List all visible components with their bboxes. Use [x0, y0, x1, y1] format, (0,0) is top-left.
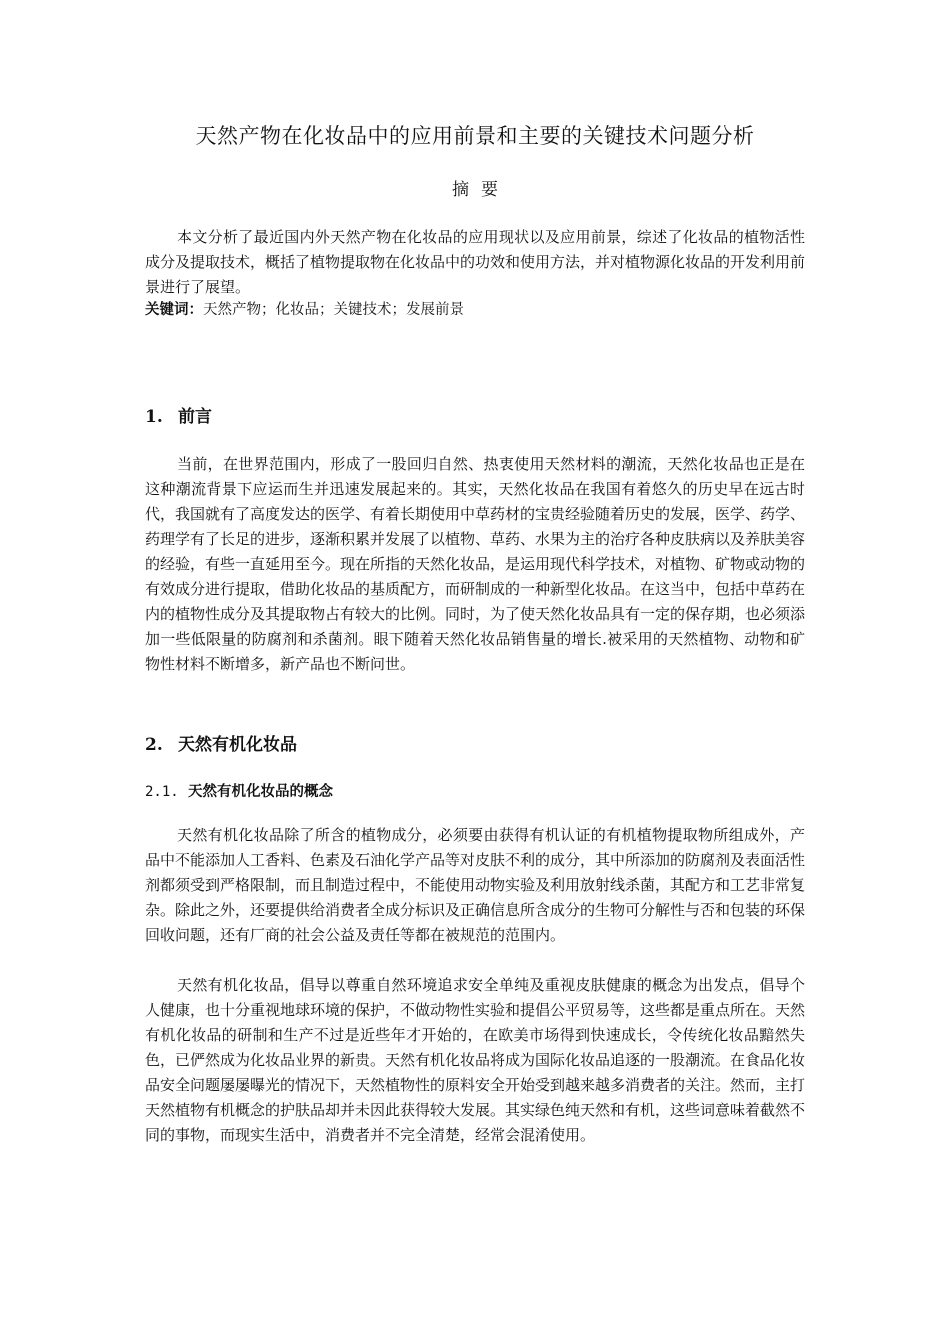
- abstract-heading: 摘要: [452, 180, 510, 200]
- keywords-line: [145, 299, 805, 321]
- keywords-label: 关键词：: [145, 302, 203, 318]
- subsection-heading: [145, 780, 333, 801]
- document-title: 天然产物在化妆品中的应用前景和主要的关键技术问题分析: [195, 124, 755, 148]
- section-heading: [145, 730, 297, 755]
- section-title: 前言: [178, 407, 212, 427]
- subsection-title: 天然有机化妆品的概念: [188, 784, 333, 800]
- section-paragraph: 当前，在世界范围内，形成了一股回归自然、热衷使用天然材料的潮流，天然化妆品也正是在这种潮流背景下应运而生并迅速发展起来的。其实，天然化妆品在我国有着悠久的历史早在远古时代，我国就有了高度发达的医学、有着长期使用中草药材的宝贵经验随着历史的发展，医学、药学、药理学有了长足的进步，逐渐积累并发展了以植物、草药、水果为主的治疗各种皮肤病以及养肤美容的经验，有些一直延用至今。现在所指的天然化妆品，是运用现代科学技术，对植物、矿物或动物的有效成分进行提取，借助化妆品的基质配方，而研制成的一种新型化妆品。在这当中，包括中草药在内的植物性成分及其提取物占有较大的比例。同时，为了使天然化妆品具有一定的保存期，也必须添加一些低限量的防腐剂和杀菌剂。眼下随着天然化妆品销售量的增长.被采用的天然植物、动物和矿物性材料不断增多，新产品也不断问世。: [145, 455, 806, 673]
- subsection-number: 2.1.: [145, 784, 179, 800]
- section-paragraph: 天然有机化妆品，倡导以尊重自然环境追求安全单纯及重视皮肤健康的概念为出发点，倡导个人健康，也十分重视地球环境的保护，不做动物性实验和提倡公平贸易等，这些都是重点所在。天然有机化妆品的研制和生产不过是近些年才开始的，在欧美市场得到快速成长，令传统化妆品黯然失色，已俨然成为化妆品业界的新贵。天然有机化妆品将成为国际化妆品追逐的一股潮流。在食品化妆品安全问题屡屡曝光的情况下，天然植物性的原料安全开始受到越来越多消费者的关注。然而，主打天然植物有机概念的护肤品却并未因此获得较大发展。其实绿色纯天然和有机，这些词意味着截然不同的事物，而现实生活中，消费者并不完全清楚，经常会混淆使用。: [145, 976, 806, 1144]
- section-number: 1.: [145, 407, 163, 427]
- section-heading: [145, 402, 212, 427]
- abstract-paragraph: 本文分析了最近国内外天然产物在化妆品的应用现状以及应用前景，综述了化妆品的植物活性成分及提取技术，概括了植物提取物在化妆品中的功效和使用方法，并对植物源化妆品的开发利用前景进行了展望。: [145, 228, 806, 296]
- keywords-text: 天然产物；化妆品；关键技术；发展前景: [203, 302, 464, 318]
- section-number: 2.: [145, 735, 163, 755]
- section-paragraph: 天然有机化妆品除了所含的植物成分，必须要由获得有机认证的有机植物提取物所组成外，产品中不能添加人工香料、色素及石油化学产品等对皮肤不利的成分，其中所添加的防腐剂及表面活性剂都须受到严格限制，而且制造过程中，不能使用动物实验及利用放射线杀菌，其配方和工艺非常复杂。除此之外，还要提供给消费者全成分标识及正确信息所含成分的生物可分解性与否和包装的环保回收问题，还有厂商的社会公益及责任等都在被规范的范围内。: [145, 826, 806, 944]
- section-title: 天然有机化妆品: [178, 735, 297, 755]
